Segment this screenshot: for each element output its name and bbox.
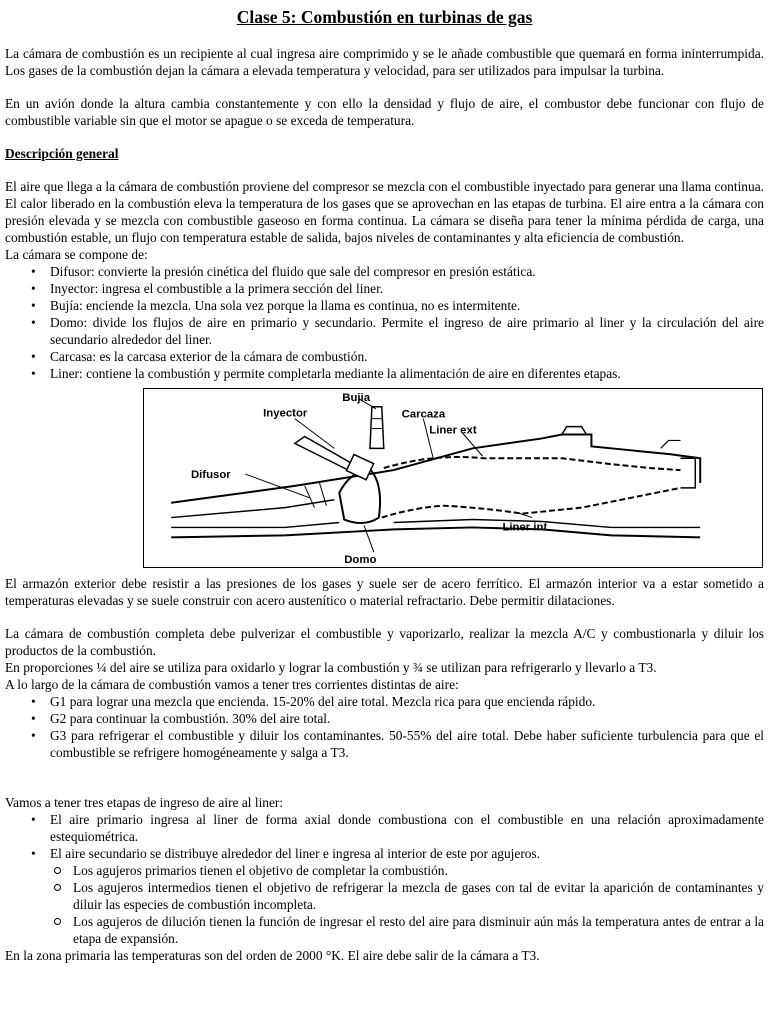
- list-item-aire-secundario: [50, 845, 764, 947]
- list-item-agujeros-primarios: Los agujeros primarios tienen el objetivo de completar la combustión.: [73, 862, 764, 879]
- label-inyector: Inyector: [263, 407, 308, 420]
- camara-paragraph-1: La cámara de combustión completa debe pulverizar el combustible y vaporizarlo, realizar la mezcla A/C y combustionarla y diluir los productos de la combustión.: [5, 626, 764, 658]
- list-item-aire-primario: • El aire primario ingresa al liner de forma axial donde combustiona con el combustible en una relación aproximadamente estequiométrica.: [50, 811, 764, 845]
- label-domo: Domo: [344, 554, 377, 567]
- combustion-chamber-diagram: [143, 388, 763, 568]
- spacer: [5, 609, 764, 625]
- list-item-liner: • Liner: contiene la combustión y permite completarla mediante la alimentación de aire en diferentes etapas.: [50, 365, 764, 382]
- list-item-g2: • G2 para continuar la combustión. 30% del aire total.: [50, 710, 764, 727]
- intro-paragraph-1: La cámara de combustión es un recipiente al cual ingresa aire comprimido y se le añade combustible que quemará en forma ininterrumpida. Los gases de la combustión dejan la cámara a elevada temperatura y velocidad, para ser utilizados para impulsar la turbina.: [5, 46, 764, 78]
- list-item-domo: • Domo: divide los flujos de aire en primario y secundario. Permite el ingreso de aire primario al liner y la circulación del aire secundario alrededor del liner.: [50, 314, 764, 348]
- camara-paragraph-2: En proporciones ¼ del aire se utiliza para oxidarlo y lograr la combustión y ¾ se utilizan para refrigerarlo y llevarlo a T3.: [5, 660, 657, 675]
- list-item-agujeros-intermedios: Los agujeros intermedios tienen el objetivo de refrigerar la mezcla de gases con tal de evitar la aparición de contaminantes y diluir las especies de combustión incompleta.: [73, 880, 764, 912]
- list-item-agujeros-dilucion: Los agujeros de dilución tienen la función de ingresar el resto del aire para disminuir aún más la temperatura antes de entrar a la etapa de expansión.: [73, 914, 764, 946]
- label-liner-ext: Liner ext: [429, 424, 477, 437]
- list-item-g1: • G1 para lograr una mezcla que encienda. 15-20% del aire total. Mezcla rica para que encienda rápido.: [50, 693, 764, 710]
- label-liner-int: Liner int: [502, 521, 548, 534]
- label-carcaza: Carcaza: [401, 408, 446, 421]
- componentes-list: [5, 263, 764, 382]
- section-heading-descripcion: Descripción general: [5, 146, 119, 161]
- spacer: [5, 79, 764, 95]
- agujeros-list: [50, 862, 764, 947]
- list-item-difusor: • Difusor: convierte la presión cinética del fluido que sale del compresor en presión estática.: [50, 263, 764, 280]
- camara-paragraph-3: A lo largo de la cámara de combustión vamos a tener tres corrientes distintas de aire:: [5, 677, 459, 692]
- label-bujia: Bujia: [342, 391, 371, 404]
- compone-intro: La cámara se compone de:: [5, 247, 148, 262]
- descripcion-paragraph: El aire que llega a la cámara de combustión proviene del compresor se mezcla con el combustible inyectado para generar una llama continua. El calor liberado en la combustión eleva la temperatura de los gases que se aprovechan en las etapas de turbina. El aire entra a la cámara con presión elevada y se mezcla con combustible gaseoso en forma continua. La cámara se diseña para tener la mínima pérdida de carga, una combustión estable, un flujo con temperatura estable de salida, bajos niveles de contaminantes y alta eficiencia de combustión.: [5, 179, 764, 245]
- aire-secundario-text: El aire secundario se distribuye alrededor del liner e ingresa al interior de este por agujeros.: [50, 846, 541, 861]
- list-item-inyector: • Inyector: ingresa el combustible a la primera sección del liner.: [50, 280, 764, 297]
- etapas-list: [5, 811, 764, 947]
- combustion-chamber-drawing: [144, 389, 762, 567]
- spacer: [5, 162, 764, 178]
- corrientes-list: [5, 693, 764, 761]
- spacer: [5, 761, 764, 794]
- zona-primaria-paragraph: En la zona primaria las temperaturas son del orden de 2000 °K. El aire debe salir de la cámara a T3.: [5, 948, 540, 963]
- intro-paragraph-2: En un avión donde la altura cambia constantemente y con ello la densidad y flujo de aire, el combustor debe funcionar con flujo de combustible variable sin que el motor se apague o se exceda de temperatura.: [5, 96, 764, 128]
- list-item-carcasa: • Carcasa: es la carcasa exterior de la cámara de combustión.: [50, 348, 764, 365]
- armazon-paragraph: El armazón exterior debe resistir a las presiones de los gases y suele ser de acero ferrítico. El armazón interior va a estar sometido a temperaturas elevadas y se suele construir con acero austenítico o material refractario. Debe permitir dilataciones.: [5, 576, 764, 608]
- etapas-intro: Vamos a tener tres etapas de ingreso de aire al liner:: [5, 795, 284, 810]
- document-title: Clase 5: Combustión en turbinas de gas: [236, 7, 533, 27]
- label-difusor: Difusor: [190, 469, 231, 481]
- list-item-g3: • G3 para refrigerar el combustible y diluir los contaminantes. 50-55% del aire total. Debe haber suficiente turbulencia para que el combustible se refrigere homogéneamente y salga a T3.: [50, 727, 764, 761]
- list-item-bujia: • Bujía: enciende la mezcla. Una sola vez porque la llama es continua, no es intermitente.: [50, 297, 764, 314]
- spacer: [5, 129, 764, 145]
